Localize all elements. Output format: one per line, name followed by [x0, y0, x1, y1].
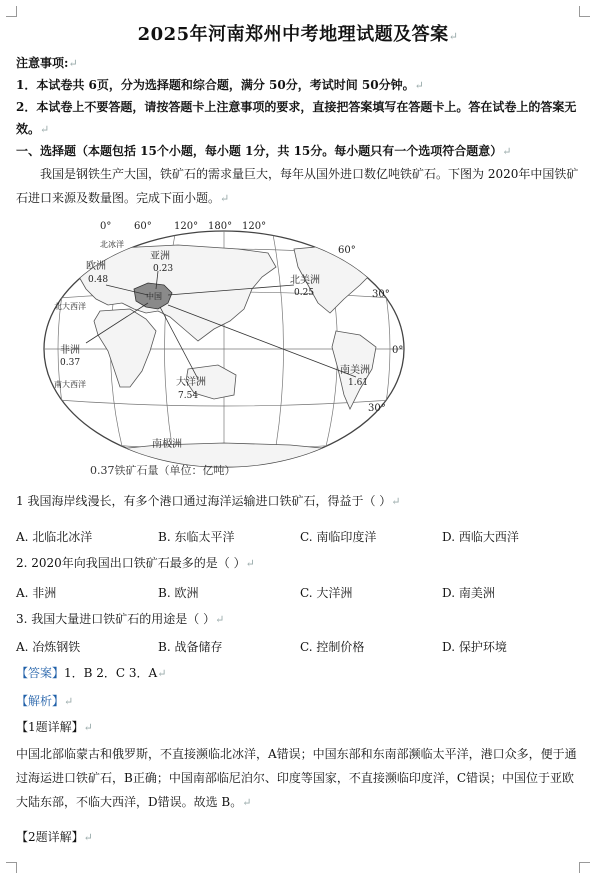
question-3-option-c[interactable]: C. 控制价格	[300, 640, 365, 654]
region-label-north-america: 北美洲	[290, 275, 320, 286]
question-1-option-a[interactable]: A. 北临北冰洋	[16, 530, 93, 544]
region-label-china: 中国	[146, 292, 162, 301]
value-europe: 0.48	[88, 275, 109, 285]
answer-text: 1．B 2．C 3．A	[64, 666, 158, 680]
ocean-label-north-atlantic: 北大西洋	[54, 302, 86, 311]
detail-2-label: 【2题详解】↵	[16, 830, 93, 844]
crop-mark-top-left	[6, 6, 17, 17]
lon-label: 180°	[208, 221, 233, 232]
lon-label: 120°	[174, 221, 199, 232]
notes-item-2-cont: 效。↵	[16, 122, 50, 136]
crop-mark-bottom-right	[579, 862, 590, 873]
ocean-label-arctic: 北冰洋	[100, 240, 124, 249]
ocean-label-south-atlantic: 南大西洋	[54, 380, 86, 389]
crop-mark-top-right	[579, 6, 590, 17]
crop-mark-bottom-left	[6, 862, 17, 873]
question-3-stem: 3. 我国大量进口铁矿石的用途是（ ）↵	[16, 612, 225, 626]
region-label-antarctica: 南极洲	[152, 439, 182, 450]
question-1-stem: 1 我国海岸线漫长，有多个港口通过海洋运输进口铁矿石，得益于（ ）↵	[16, 494, 401, 508]
value-north-america: 0.25	[294, 288, 315, 298]
question-1-option-c[interactable]: C. 南临印度洋	[300, 530, 377, 544]
detail-1-text: 中国北部临蒙古和俄罗斯，不直接濒临北冰洋，A错误；中国东部和东南部濒临太平洋，港口众多，便于通过海运进口铁矿石，B正确；中国南部临尼泊尔、印度等国家，不直接濒临印度洋，C错误；中国位于亚欧大陆东部，不临大西洋，D错误。故选 B。↵	[16, 747, 577, 809]
notes-item-1: 1．本试卷共 6页，分为选择题和综合题，满分 50分，考试时间 50分钟。↵	[16, 78, 424, 92]
question-2-option-b[interactable]: B. 欧洲	[158, 586, 199, 600]
region-label-asia: 亚洲	[150, 251, 170, 262]
lon-label: 60°	[134, 221, 152, 232]
question-1-option-b[interactable]: B. 东临太平洋	[158, 530, 235, 544]
region-label-europe: 欧洲	[86, 261, 106, 272]
analysis-label: 【解析】	[16, 694, 65, 708]
value-asia: 0.23	[153, 264, 174, 274]
section-intro: 我国是钢铁生产大国，铁矿石的需求量巨大，每年从国外进口数亿吨铁矿石。下图为 2020年中国铁矿石进口来源及数量图。完成下面小题。↵	[16, 167, 579, 205]
region-label-oceania: 大洋洲	[176, 377, 206, 388]
value-africa: 0.37	[60, 358, 81, 368]
question-2-option-a[interactable]: A. 非洲	[16, 586, 57, 600]
detail-1-label: 【1题详解】↵	[16, 720, 93, 734]
question-3-option-a[interactable]: A. 冶炼钢铁	[16, 640, 81, 654]
analysis-line: 【解析】↵	[16, 694, 74, 708]
lat-label: 30°	[368, 403, 386, 414]
lat-label: 0°	[392, 345, 404, 356]
answer-line: 【答案】1．B 2．C 3．A↵	[16, 666, 167, 680]
notes-item-2: 2．本试卷上不要答题，请按答题卡上注意事项的要求，直接把答案填写在答题卡上。答在试卷上的答案无	[16, 100, 577, 114]
section-heading: 一、选择题（本题包括 15个小题，每小题 1分，共 15分。每小题只有一个选项符合题意）↵	[16, 144, 512, 158]
lat-label: 30°	[372, 289, 390, 300]
world-map-figure	[38, 219, 412, 481]
lon-label: 120°	[242, 221, 267, 232]
map-caption: 0.37铁矿石量（单位：亿吨）	[90, 464, 236, 477]
question-3-option-b[interactable]: B. 战备储存	[158, 640, 223, 654]
longitude-labels	[100, 221, 266, 232]
question-2-stem: 2. 2020年向我国出口铁矿石最多的是（ ）↵	[16, 556, 255, 570]
question-2-option-d[interactable]: D. 南美洲	[442, 586, 495, 600]
document-title: 2025年河南郑州中考地理试题及答案↵	[137, 24, 459, 45]
value-south-america: 1.61	[348, 378, 369, 388]
lat-label: 60°	[338, 245, 356, 256]
notes-heading: 注意事项:↵	[16, 56, 78, 70]
question-2-option-c[interactable]: C. 大洋洲	[300, 586, 353, 600]
answer-label: 【答案】	[16, 666, 65, 680]
region-label-south-america: 南美洲	[340, 365, 370, 376]
question-1-option-d[interactable]: D. 西临大西洋	[442, 530, 519, 544]
question-3-option-d[interactable]: D. 保护环境	[442, 640, 507, 654]
region-label-africa: 非洲	[60, 345, 80, 356]
value-oceania: 7.54	[178, 391, 199, 401]
lon-label: 0°	[100, 221, 112, 232]
